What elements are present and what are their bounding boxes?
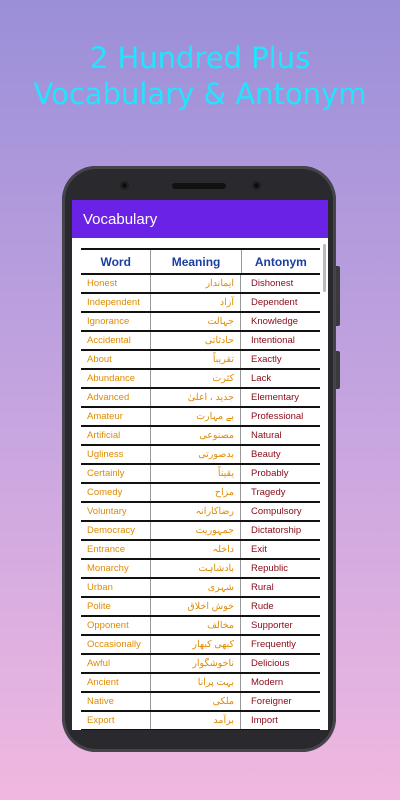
volume-button — [336, 266, 340, 326]
meaning-cell: خوش اخلاق — [151, 598, 241, 615]
table-row[interactable] — [81, 275, 320, 294]
meaning-cell: جہالت — [151, 313, 241, 330]
word-cell: Polite — [81, 598, 151, 615]
antonym-cell: Probably — [251, 468, 289, 479]
word-cell: Urban — [81, 579, 151, 596]
meaning-cell: مخالف — [151, 617, 241, 634]
table-row[interactable] — [81, 541, 320, 560]
table-row[interactable] — [81, 674, 320, 693]
sensor-icon — [252, 181, 261, 190]
antonym-cell: Frequently — [251, 639, 296, 650]
antonym-cell: Modern — [251, 677, 284, 688]
table-row[interactable] — [81, 617, 320, 636]
word-cell: Artificial — [81, 427, 151, 444]
promo-headline-line2: Vocabulary & Antonym — [33, 77, 367, 111]
meaning-cell: ناخوشگوار — [151, 655, 241, 672]
vocabulary-table — [81, 248, 320, 730]
table-row[interactable] — [81, 351, 320, 370]
meaning-cell: کثرت — [151, 370, 241, 387]
antonym-cell: Import — [251, 715, 278, 726]
table-row[interactable] — [81, 522, 320, 541]
antonym-cell: Republic — [251, 563, 288, 574]
meaning-cell: رضاکارانہ — [151, 503, 241, 520]
antonym-cell: Dictatorship — [251, 525, 302, 536]
word-cell: Export — [81, 712, 151, 729]
table-row[interactable] — [81, 313, 320, 332]
meaning-cell: ملکی — [151, 693, 241, 710]
table-header — [81, 248, 320, 275]
scrollbar[interactable] — [323, 244, 326, 292]
antonym-cell: Knowledge — [251, 316, 299, 327]
antonym-cell: Natural — [251, 430, 282, 441]
antonym-cell: Tragedy — [251, 487, 286, 498]
meaning-cell: بادشاہت — [151, 560, 241, 577]
table-row[interactable] — [81, 693, 320, 712]
word-cell: Voluntary — [81, 503, 151, 520]
word-cell: Comedy — [81, 484, 151, 501]
word-cell: Awful — [81, 655, 151, 672]
word-cell: Independent — [81, 294, 151, 311]
app-screen — [72, 200, 328, 730]
table-row[interactable] — [81, 332, 320, 351]
antonym-cell: Compulsory — [251, 506, 302, 517]
table-row[interactable] — [81, 370, 320, 389]
app-bar-title: Vocabulary — [83, 210, 158, 228]
meaning-cell: آزاد — [151, 294, 241, 311]
meaning-cell: ایماندار — [151, 275, 241, 292]
table-row[interactable] — [81, 598, 320, 617]
meaning-cell: مزاح — [151, 484, 241, 501]
word-cell: Accidental — [81, 332, 151, 349]
earpiece-speaker — [172, 183, 226, 189]
word-cell: Occasionally — [81, 636, 151, 653]
meaning-cell: حادثاتی — [151, 332, 241, 349]
antonym-cell: Delicious — [251, 658, 290, 669]
antonym-cell: Elementary — [251, 392, 300, 403]
antonym-cell: Lack — [251, 373, 272, 384]
table-row[interactable] — [81, 560, 320, 579]
word-cell: Ugliness — [81, 446, 151, 463]
table-row[interactable] — [81, 655, 320, 674]
word-cell: Entrance — [81, 541, 151, 558]
meaning-cell: بہت پرانا — [151, 674, 241, 691]
word-cell: Advanced — [81, 389, 151, 406]
power-button — [336, 351, 340, 389]
header-antonym: Antonym — [254, 254, 307, 269]
promo-headline-line1: 2 Hundred Plus — [89, 41, 311, 75]
table-row[interactable] — [81, 712, 320, 730]
table-row[interactable] — [81, 408, 320, 427]
meaning-cell: بے مہارت — [151, 408, 241, 425]
antonym-cell: Rural — [251, 582, 274, 593]
table-row[interactable] — [81, 465, 320, 484]
table-row[interactable] — [81, 484, 320, 503]
word-cell: Opponent — [81, 617, 151, 634]
antonym-cell: Intentional — [251, 335, 295, 346]
table-row[interactable] — [81, 446, 320, 465]
table-row[interactable] — [81, 503, 320, 522]
front-camera-icon — [120, 181, 129, 190]
antonym-cell: Dependent — [251, 297, 298, 308]
word-cell: Democracy — [81, 522, 151, 539]
word-cell: Ancient — [81, 674, 151, 691]
app-bar — [72, 200, 328, 238]
meaning-cell: بدصورتی — [151, 446, 241, 463]
word-cell: Amateur — [81, 408, 151, 425]
meaning-cell: تقریباً — [151, 351, 241, 368]
word-cell: Honest — [81, 275, 151, 292]
meaning-cell: کبھی کبھار — [151, 636, 241, 653]
meaning-cell: شہری — [151, 579, 241, 596]
word-cell: Native — [81, 693, 151, 710]
word-cell: About — [81, 351, 151, 368]
meaning-cell: جدید ، اعلیٰ — [151, 389, 241, 406]
antonym-cell: Dishonest — [251, 278, 294, 289]
antonym-cell: Supporter — [251, 620, 293, 631]
antonym-cell: Professional — [251, 411, 304, 422]
table-row[interactable] — [81, 579, 320, 598]
meaning-cell: داخلہ — [151, 541, 241, 558]
antonym-cell: Foreigner — [251, 696, 292, 707]
table-row[interactable] — [81, 294, 320, 313]
meaning-cell: برآمد — [151, 712, 241, 729]
antonym-cell: Exit — [251, 544, 267, 555]
antonym-cell: Rude — [251, 601, 274, 612]
meaning-cell: مصنوعی — [151, 427, 241, 444]
word-cell: Ignorance — [81, 313, 151, 330]
antonym-cell: Exactly — [251, 354, 282, 365]
promo-headline — [0, 40, 400, 112]
antonym-cell: Beauty — [251, 449, 281, 460]
table-row[interactable] — [81, 636, 320, 655]
meaning-cell: جمہوریت — [151, 522, 241, 539]
word-cell: Abundance — [81, 370, 151, 387]
word-cell: Certainly — [81, 465, 151, 482]
meaning-cell: یقیناً — [151, 465, 241, 482]
table-row[interactable] — [81, 427, 320, 446]
header-meaning: Meaning — [171, 254, 221, 269]
word-cell: Monarchy — [81, 560, 151, 577]
header-word: Word — [100, 254, 131, 269]
table-row[interactable] — [81, 389, 320, 408]
